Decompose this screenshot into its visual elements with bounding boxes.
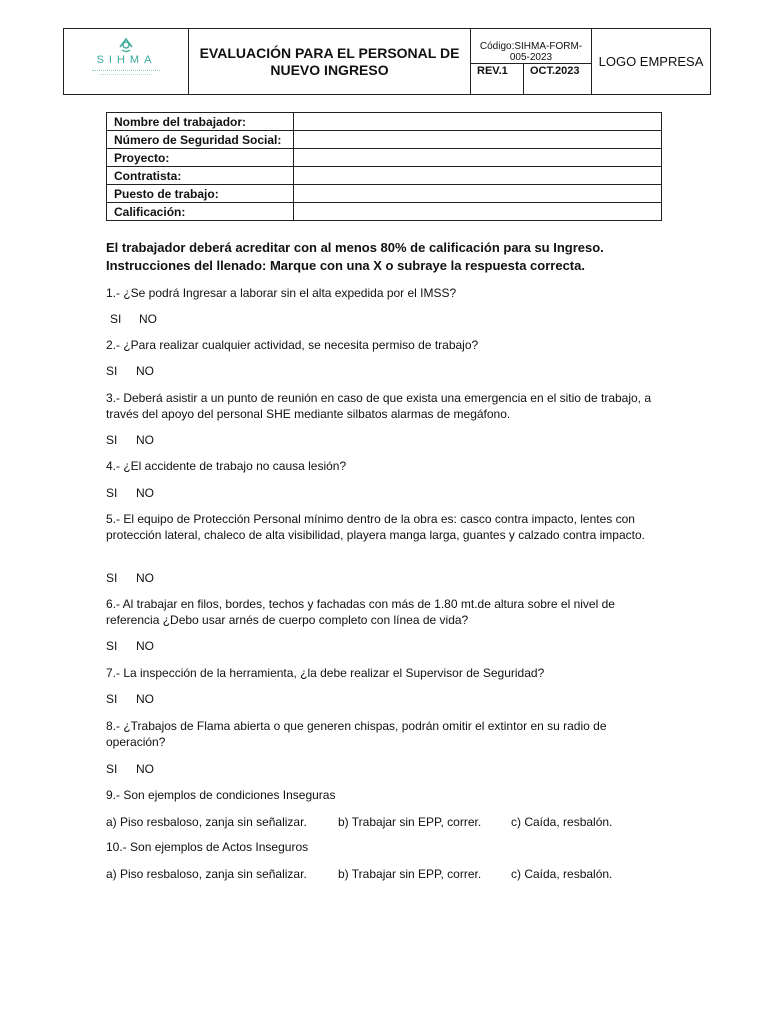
- question-1: 1.- ¿Se podrá Ingresar a laborar sin el alta expedida por el IMSS?: [106, 286, 457, 300]
- answer-no[interactable]: NO: [136, 571, 154, 585]
- form-header: [63, 28, 711, 95]
- answer-no[interactable]: NO: [136, 486, 154, 500]
- answer-no[interactable]: NO: [136, 433, 154, 447]
- answer-yes[interactable]: SI: [106, 571, 118, 585]
- info-field-project[interactable]: [294, 149, 662, 167]
- answer-yes[interactable]: SI: [106, 433, 118, 447]
- choice-b[interactable]: b) Trabajar sin EPP, correr.: [338, 867, 482, 881]
- answer-no[interactable]: NO: [136, 692, 154, 706]
- info-label: Número de Seguridad Social:: [107, 131, 294, 149]
- answer-yes[interactable]: SI: [106, 364, 118, 378]
- table-row: [107, 131, 662, 149]
- choice-b[interactable]: b) Trabajar sin EPP, correr.: [338, 815, 482, 829]
- answer-no[interactable]: NO: [136, 364, 154, 378]
- choice-a[interactable]: a) Piso resbaloso, zanja sin señalizar.: [106, 815, 307, 829]
- question-3: 3.- Deberá asistir a un punto de reunión en caso de que exista una emergencia en el sitio de trabajo, a través del apoyo del personal SHE mediante silbatos alarmas de megáfono.: [106, 391, 652, 421]
- info-label: Calificación:: [107, 203, 294, 221]
- sihma-logo-cell: [64, 29, 189, 94]
- question-10: 10.- Son ejemplos de Actos Inseguros: [106, 840, 309, 854]
- logo-tagline: [92, 70, 160, 73]
- question-6: 6.- Al trabajar en filos, bordes, techos y fachadas con más de 1.80 mt.de altura sobre el nivel de referencia ¿Debo usar arnés de cuerpo completo con línea de vida?: [106, 597, 615, 627]
- form-revision: REV.1: [471, 64, 524, 94]
- info-field-contractor[interactable]: [294, 167, 662, 185]
- answer-yes[interactable]: SI: [110, 312, 122, 326]
- logo-tagline-2: [100, 74, 152, 76]
- question-4: 4.- ¿El accidente de trabajo no causa lesión?: [106, 459, 347, 473]
- answer-no[interactable]: NO: [139, 312, 157, 326]
- question-7: 7.- La inspección de la herramienta, ¿la debe realizar el Supervisor de Seguridad?: [106, 666, 545, 680]
- question-9: 9.- Son ejemplos de condiciones Inseguras: [106, 788, 336, 802]
- info-label: Proyecto:: [107, 149, 294, 167]
- info-field-position[interactable]: [294, 185, 662, 203]
- table-row: [107, 185, 662, 203]
- instruction-requirement: El trabajador deberá acreditar con al menos 80% de calificación para su Ingreso.: [106, 240, 604, 255]
- choice-c[interactable]: c) Caída, resbalón.: [511, 867, 613, 881]
- answer-no[interactable]: NO: [136, 639, 154, 653]
- question-2: 2.- ¿Para realizar cualquier actividad, se necesita permiso de trabajo?: [106, 338, 479, 352]
- question-5: 5.- El equipo de Protección Personal mínimo dentro de la obra es: casco contra impacto, lentes con protección lateral, chaleco de alta visibilidad, playera manga larga, guantes y calzado contra impacto.: [106, 512, 645, 542]
- worker-info-table: [106, 112, 662, 221]
- company-logo-placeholder: LOGO EMPRESA: [598, 54, 704, 69]
- table-row: [107, 113, 662, 131]
- table-row: [107, 149, 662, 167]
- answer-yes[interactable]: SI: [106, 639, 118, 653]
- info-field-score[interactable]: [294, 203, 662, 221]
- instruction-fill: Instrucciones del llenado: Marque con una X o subraye la respuesta correcta.: [106, 258, 585, 273]
- answer-no[interactable]: NO: [136, 762, 154, 776]
- sihma-logo-icon: [91, 35, 161, 55]
- form-date: OCT.2023: [524, 64, 592, 94]
- table-row: [107, 167, 662, 185]
- info-label: Nombre del trabajador:: [107, 113, 294, 131]
- form-code: Código:SIHMA-FORM-005-2023: [471, 29, 592, 64]
- info-label: Contratista:: [107, 167, 294, 185]
- question-8: 8.- ¿Trabajos de Flama abierta o que generen chispas, podrán omitir el extintor en su radio de operación?: [106, 719, 607, 749]
- info-field-name[interactable]: [294, 113, 662, 131]
- info-label: Puesto de trabajo:: [107, 185, 294, 203]
- choice-c[interactable]: c) Caída, resbalón.: [511, 815, 613, 829]
- choice-a[interactable]: a) Piso resbaloso, zanja sin señalizar.: [106, 867, 307, 881]
- info-field-nss[interactable]: [294, 131, 662, 149]
- logo-wordmark: SIHMA: [96, 54, 157, 66]
- answer-yes[interactable]: SI: [106, 692, 118, 706]
- table-row: [107, 203, 662, 221]
- form-title: EVALUACIÓN PARA EL PERSONAL DE NUEVO INGRESO: [189, 29, 471, 94]
- answer-yes[interactable]: SI: [106, 762, 118, 776]
- answer-yes[interactable]: SI: [106, 486, 118, 500]
